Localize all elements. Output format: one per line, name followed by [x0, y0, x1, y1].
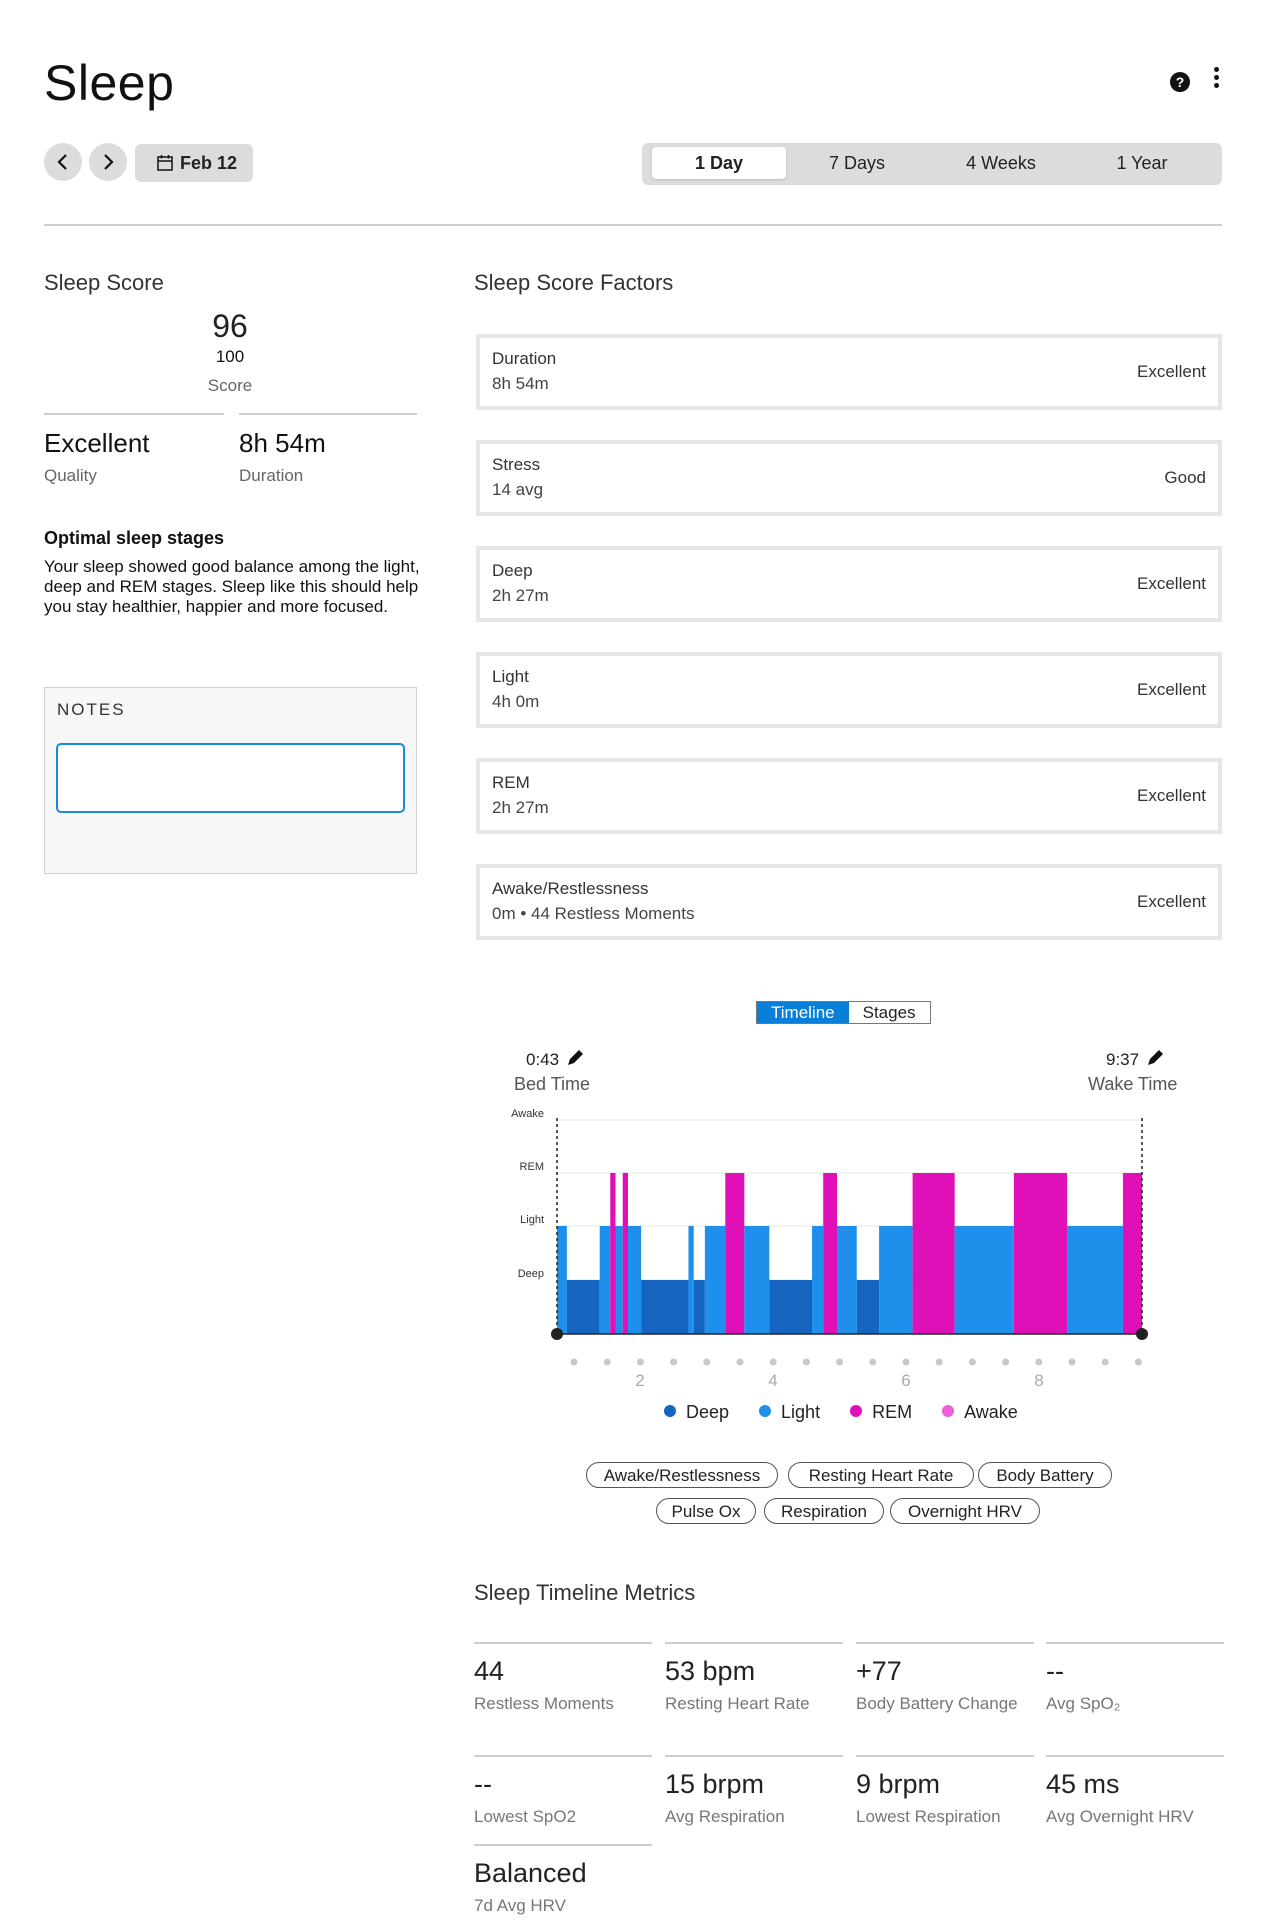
quality-value: Excellent	[44, 428, 150, 458]
stages-toggle[interactable]: Stages	[862, 1003, 916, 1022]
timeline-toggle[interactable]: Timeline	[757, 1002, 849, 1023]
x-tick-dot	[1035, 1359, 1042, 1366]
metric-divider	[1046, 1755, 1224, 1757]
metric-divider	[474, 1844, 652, 1846]
x-tick-dot	[836, 1359, 843, 1366]
tab-1-year[interactable]: 1 Year	[1116, 153, 1168, 173]
factor-rating: Excellent	[1137, 786, 1206, 805]
header-divider	[44, 224, 1222, 226]
factor-name: Stress	[492, 455, 541, 474]
light-bar	[955, 1226, 1014, 1334]
x-tick-dot	[903, 1359, 910, 1366]
metric-label: Avg SpO₂	[1046, 1694, 1121, 1713]
legend-item	[664, 1402, 729, 1423]
insight-text: Your sleep showed good balance among the light, deep and REM stages. Sleep like this should help you stay healthier, happier and more focused.	[44, 557, 420, 616]
x-tick-dot	[1102, 1359, 1109, 1366]
factor-rating: Excellent	[1137, 892, 1206, 911]
light-bar	[600, 1226, 611, 1334]
wake-time-value: 9:37	[1106, 1050, 1140, 1069]
sleep-score-title: Sleep Score	[44, 270, 164, 295]
x-tick-label: 4	[768, 1371, 778, 1390]
duration-value: 8h 54m	[239, 428, 326, 458]
metric-divider	[1046, 1642, 1224, 1644]
x-tick-dot	[1135, 1359, 1142, 1366]
y-tick-label: Awake	[511, 1108, 544, 1120]
tab-1-day[interactable]: 1 Day	[652, 147, 786, 179]
metric-label: Resting Heart Rate	[665, 1694, 810, 1713]
light-bar	[879, 1226, 913, 1334]
metric-value: 15 brpm	[665, 1769, 765, 1799]
rem-bar	[1123, 1173, 1142, 1334]
rem-bar	[623, 1173, 628, 1334]
factor-card[interactable]	[476, 652, 1222, 728]
score-divider-right	[239, 413, 417, 415]
light-bar	[688, 1226, 693, 1334]
pill-pulse-ox[interactable]: Pulse Ox	[656, 1498, 756, 1524]
deep-bar	[857, 1280, 879, 1334]
score-divider-left	[44, 413, 224, 415]
chart-legend	[664, 1402, 1018, 1423]
x-tick-dot	[703, 1359, 710, 1366]
notes-panel	[44, 687, 417, 874]
factor-name: Light	[492, 667, 529, 686]
legend-label: Awake	[964, 1402, 1018, 1422]
x-tick-dot	[869, 1359, 876, 1366]
date-label: Feb 12	[180, 153, 238, 173]
factor-name: REM	[492, 773, 530, 792]
pill-overnight-hrv[interactable]: Overnight HRV	[890, 1498, 1040, 1524]
rem-bar	[823, 1173, 837, 1334]
x-tick-dot	[604, 1359, 611, 1366]
edit-wake-time-icon[interactable]	[1146, 1049, 1166, 1067]
x-tick-label: 2	[635, 1371, 645, 1390]
light-bar	[628, 1226, 641, 1334]
pill-awake-restlessness[interactable]: Awake/Restlessness	[586, 1462, 778, 1488]
factor-name: Duration	[492, 349, 557, 368]
chevron-left-icon	[54, 153, 72, 171]
chart-view-toggle	[756, 1001, 931, 1024]
timeline-metrics-title: Sleep Timeline Metrics	[474, 1580, 696, 1605]
rem-bar	[610, 1173, 615, 1334]
factor-rating: Good	[1164, 468, 1206, 487]
factor-value: 2h 27m	[492, 798, 549, 817]
next-day-button[interactable]	[89, 143, 127, 181]
factor-value: 4h 0m	[492, 692, 540, 711]
metric-divider	[665, 1642, 843, 1644]
factor-value: 14 avg	[492, 480, 544, 499]
legend-swatch	[942, 1405, 954, 1417]
pill-body-battery[interactable]: Body Battery	[978, 1462, 1112, 1488]
pill-respiration[interactable]: Respiration	[764, 1498, 884, 1524]
legend-label: REM	[872, 1402, 913, 1422]
x-tick-dot	[637, 1359, 644, 1366]
metric-divider	[474, 1755, 652, 1757]
quality-label: Quality	[44, 466, 97, 485]
legend-swatch	[759, 1405, 771, 1417]
x-tick-dot	[803, 1359, 810, 1366]
metric-divider	[856, 1642, 1034, 1644]
pill-resting-heart-rate[interactable]: Resting Heart Rate	[788, 1462, 974, 1488]
factor-name: Deep	[492, 561, 533, 580]
previous-day-button[interactable]	[44, 143, 82, 181]
x-tick-dot	[770, 1359, 777, 1366]
insight-title: Optimal sleep stages	[44, 528, 225, 548]
metric-value: Balanced	[474, 1858, 587, 1888]
factor-rating: Excellent	[1137, 680, 1206, 699]
bed-time-label: Bed Time	[514, 1074, 591, 1094]
metric-label: Body Battery Change	[856, 1694, 1018, 1713]
rem-bar	[1014, 1173, 1067, 1334]
factor-name: Awake/Restlessness	[492, 879, 649, 898]
light-bar	[557, 1226, 567, 1334]
range-selector	[642, 143, 1222, 185]
x-tick-dot	[1069, 1359, 1076, 1366]
y-tick-label: REM	[519, 1161, 544, 1173]
legend-swatch	[664, 1405, 676, 1417]
deep-bar	[694, 1280, 705, 1334]
metric-label: Avg Overnight HRV	[1046, 1807, 1194, 1826]
sleep-timeline-chart	[490, 1100, 1170, 1390]
rem-bar	[725, 1173, 744, 1334]
wake-time-label: Wake Time	[1088, 1074, 1178, 1094]
calendar-icon	[157, 155, 173, 171]
x-tick-dot	[737, 1359, 744, 1366]
legend-swatch	[850, 1405, 862, 1417]
bed-time-value: 0:43	[526, 1050, 560, 1069]
metric-value: --	[1046, 1656, 1064, 1686]
x-tick-dot	[571, 1359, 578, 1366]
factor-value: 8h 54m	[492, 374, 549, 393]
legend-label: Light	[781, 1402, 821, 1422]
wake-alarm-icon	[1136, 1328, 1148, 1340]
notes-label: NOTES	[57, 700, 126, 719]
sleep-score-max: 100	[215, 347, 245, 366]
metric-value: 53 bpm	[665, 1656, 756, 1686]
x-tick-label: 8	[1034, 1371, 1044, 1390]
notes-input[interactable]	[56, 743, 405, 813]
legend-item	[850, 1402, 912, 1423]
tab-7-days[interactable]: 7 Days	[828, 153, 886, 173]
light-bar	[1067, 1226, 1123, 1334]
metric-value: 44	[474, 1656, 505, 1686]
light-bar	[812, 1226, 823, 1334]
y-tick-label: Light	[520, 1214, 544, 1226]
x-tick-label: 6	[901, 1371, 911, 1390]
factor-value: 2h 27m	[492, 586, 549, 605]
legend-item	[759, 1402, 820, 1423]
metric-value: --	[474, 1769, 492, 1799]
factor-card[interactable]	[476, 334, 1222, 410]
metric-label: 7d Avg HRV	[474, 1896, 566, 1915]
x-tick-dot	[670, 1359, 677, 1366]
duration-label: Duration	[239, 466, 304, 485]
page-title: Sleep	[44, 55, 175, 111]
more-vertical-icon[interactable]	[1212, 67, 1220, 89]
factor-rating: Excellent	[1137, 362, 1206, 381]
metric-value: 9 brpm	[856, 1769, 941, 1799]
metric-divider	[474, 1642, 652, 1644]
factors-title: Sleep Score Factors	[474, 270, 674, 295]
edit-bed-time-icon[interactable]	[566, 1049, 586, 1067]
factor-value: 0m • 44 Restless Moments	[492, 904, 695, 923]
metric-value: 45 ms	[1046, 1769, 1120, 1799]
legend-item	[942, 1402, 1018, 1423]
question-icon[interactable]: ?	[1170, 72, 1190, 92]
metric-label: Restless Moments	[474, 1694, 614, 1713]
y-tick-label: Deep	[517, 1268, 544, 1280]
metric-label: Avg Respiration	[665, 1807, 785, 1826]
deep-bar	[567, 1280, 600, 1334]
rem-bar	[913, 1173, 955, 1334]
deep-bar	[641, 1280, 688, 1334]
metric-label: Lowest Respiration	[856, 1807, 1001, 1826]
light-bar	[616, 1226, 623, 1334]
x-tick-dot	[936, 1359, 943, 1366]
metric-label: Lowest SpO2	[474, 1807, 577, 1826]
metric-divider	[665, 1755, 843, 1757]
light-bar	[837, 1226, 857, 1334]
factor-card[interactable]	[476, 864, 1222, 940]
metric-divider	[856, 1755, 1034, 1757]
x-tick-dot	[1002, 1359, 1009, 1366]
sleep-score-value: 96	[212, 308, 248, 344]
factor-card[interactable]	[476, 546, 1222, 622]
factor-rating: Excellent	[1137, 574, 1206, 593]
legend-label: Deep	[686, 1402, 730, 1422]
deep-bar	[769, 1280, 812, 1334]
factor-card[interactable]	[476, 758, 1222, 834]
x-tick-dot	[969, 1359, 976, 1366]
chevron-right-icon	[99, 153, 117, 171]
light-bar	[744, 1226, 769, 1334]
factor-card[interactable]	[476, 440, 1222, 516]
metric-value: +77	[856, 1656, 902, 1686]
sleep-score-label: Score	[207, 376, 253, 395]
date-picker-button[interactable]	[135, 144, 253, 182]
light-bar	[705, 1226, 725, 1334]
tab-4-weeks[interactable]: 4 Weeks	[966, 153, 1036, 173]
sleep-start-icon	[551, 1328, 563, 1340]
